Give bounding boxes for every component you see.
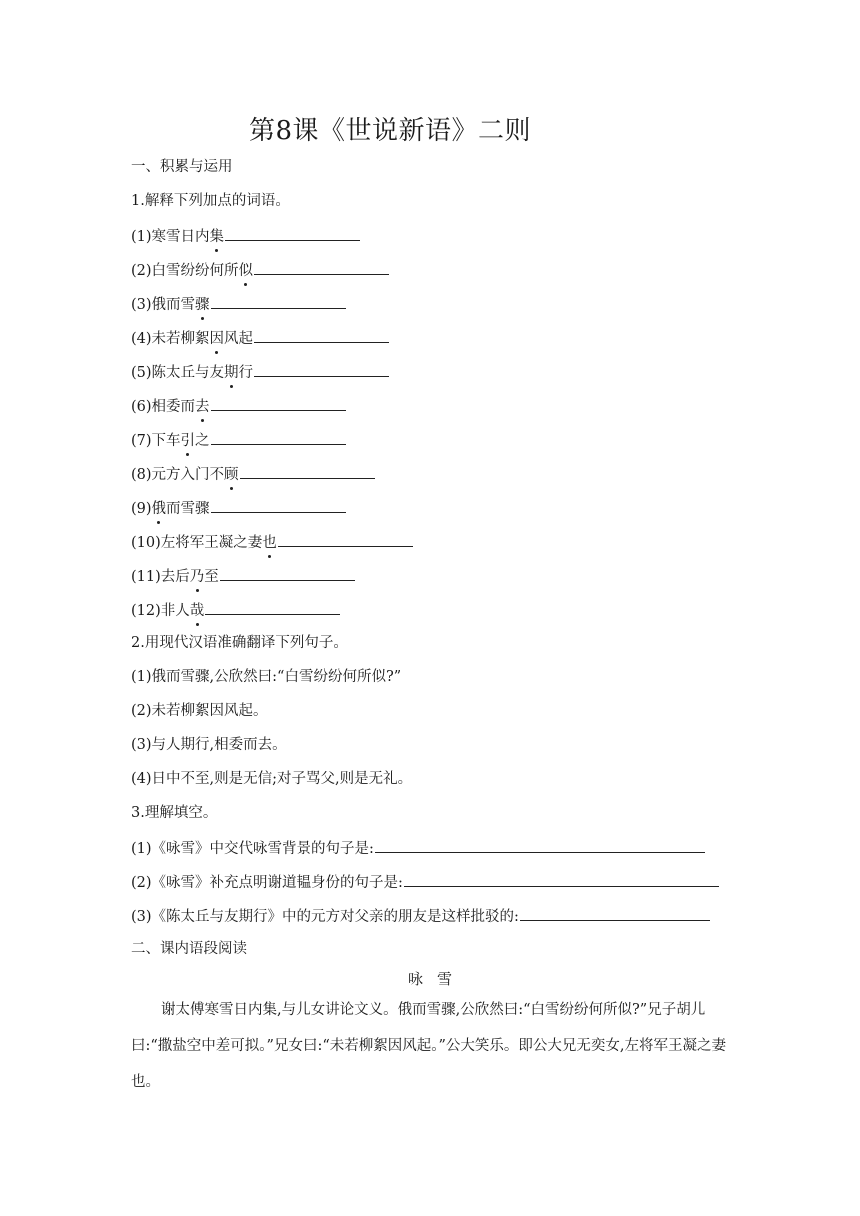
dotted-char: 去 [195, 399, 210, 415]
question-2-prompt: 2.用现代汉语准确翻译下列句子。 [131, 635, 348, 651]
vocab-item [131, 361, 389, 383]
vocab-item [131, 225, 360, 247]
item-text: (7)下车 [131, 433, 181, 449]
dotted-char: 引 [180, 433, 196, 449]
dotted-char: 哉 [189, 603, 205, 619]
answer-blank[interactable] [225, 225, 360, 241]
vocab-item [131, 395, 346, 417]
answer-blank[interactable] [211, 395, 346, 411]
translate-item: (2)未若柳絮因风起。 [131, 703, 268, 719]
question-1-prompt: 1.解释下列加点的词语。 [131, 193, 290, 209]
vocab-item [131, 565, 355, 587]
dotted-char: 乃 [189, 569, 205, 585]
dotted-char: 俄 [151, 501, 167, 517]
answer-blank[interactable] [254, 259, 389, 275]
fill-item [131, 871, 719, 893]
item-text: (1)寒雪日内 [131, 229, 210, 245]
dotted-char: 期 [224, 365, 239, 381]
answer-blank[interactable] [240, 463, 375, 479]
fill-item [131, 837, 705, 859]
translate-item: (1)俄而雪骤,公欣然曰:“白雪纷纷何所似?” [131, 669, 402, 685]
item-text: (2)《咏雪》补充点明谢道韫身份的句子是: [131, 875, 403, 891]
vocab-item [131, 429, 346, 451]
answer-blank[interactable] [211, 429, 346, 445]
fill-item [131, 905, 710, 927]
item-text: 行 [238, 365, 254, 381]
item-text: 之 [195, 433, 210, 449]
answer-blank[interactable] [375, 837, 705, 853]
item-text: (10)左将军王凝之妻 [131, 535, 263, 551]
answer-blank[interactable] [254, 361, 389, 377]
page-title: 第8课《世说新语》二则 [248, 116, 532, 146]
item-text: (2)白雪纷纷何所 [131, 263, 239, 279]
item-text: (6)相委而 [131, 399, 196, 415]
passage-title: 咏雪 [407, 970, 466, 988]
vocab-item [131, 599, 340, 621]
translate-item: (4)日中不至,则是无信;对子骂父,则是无礼。 [131, 771, 413, 787]
item-text: (9) [131, 501, 152, 517]
item-text: 风起 [224, 331, 254, 347]
answer-blank[interactable] [205, 599, 340, 615]
answer-blank[interactable] [404, 871, 719, 887]
vocab-item [131, 327, 389, 349]
item-text: (8)元方入门不 [131, 467, 225, 483]
item-text: (12)非人 [131, 603, 190, 619]
answer-blank[interactable] [254, 327, 389, 343]
dotted-char: 也 [262, 535, 277, 551]
section-heading-2: 二、课内语段阅读 [131, 941, 247, 957]
answer-blank[interactable] [211, 293, 346, 309]
section-heading-1: 一、积累与运用 [131, 159, 233, 175]
item-text: (5)陈太丘与友 [131, 365, 225, 381]
item-text: 至 [204, 569, 219, 585]
answer-blank[interactable] [520, 905, 710, 921]
passage-text: 谢太傅寒雪日内集,与儿女讲论文义。俄而雪骤,公欣然曰:“白雪纷纷何所似?”兄子胡儿曰:“撒盐空中差可拟。”兄女曰:“未若柳絮因风起。”公大笑乐。即公大兄无奕女,左将军王凝之妻也。 [131, 1002, 727, 1090]
dotted-char: 骤 [195, 297, 210, 313]
vocab-item [131, 531, 413, 553]
vocab-item [131, 293, 346, 315]
vocab-item [131, 463, 375, 485]
item-text: 而雪骤 [166, 501, 210, 517]
item-text: (11)去后 [131, 569, 190, 585]
item-text: (1)《咏雪》中交代咏雪背景的句子是: [131, 841, 374, 857]
vocab-item [131, 259, 389, 281]
answer-blank[interactable] [211, 497, 346, 513]
item-text: (3)《陈太丘与友期行》中的元方对父亲的朋友是这样批驳的: [131, 909, 519, 925]
item-text: (4)未若柳絮 [131, 331, 210, 347]
dotted-char: 顾 [224, 467, 239, 483]
item-text: (3)俄而雪 [131, 297, 196, 313]
answer-blank[interactable] [278, 531, 413, 547]
dotted-char: 似 [238, 263, 254, 279]
vocab-item [131, 497, 346, 519]
question-3-prompt: 3.理解填空。 [131, 805, 218, 821]
dotted-char: 因 [209, 331, 225, 347]
translate-item: (3)与人期行,相委而去。 [131, 737, 287, 753]
dotted-char: 集 [209, 229, 225, 245]
answer-blank[interactable] [220, 565, 355, 581]
